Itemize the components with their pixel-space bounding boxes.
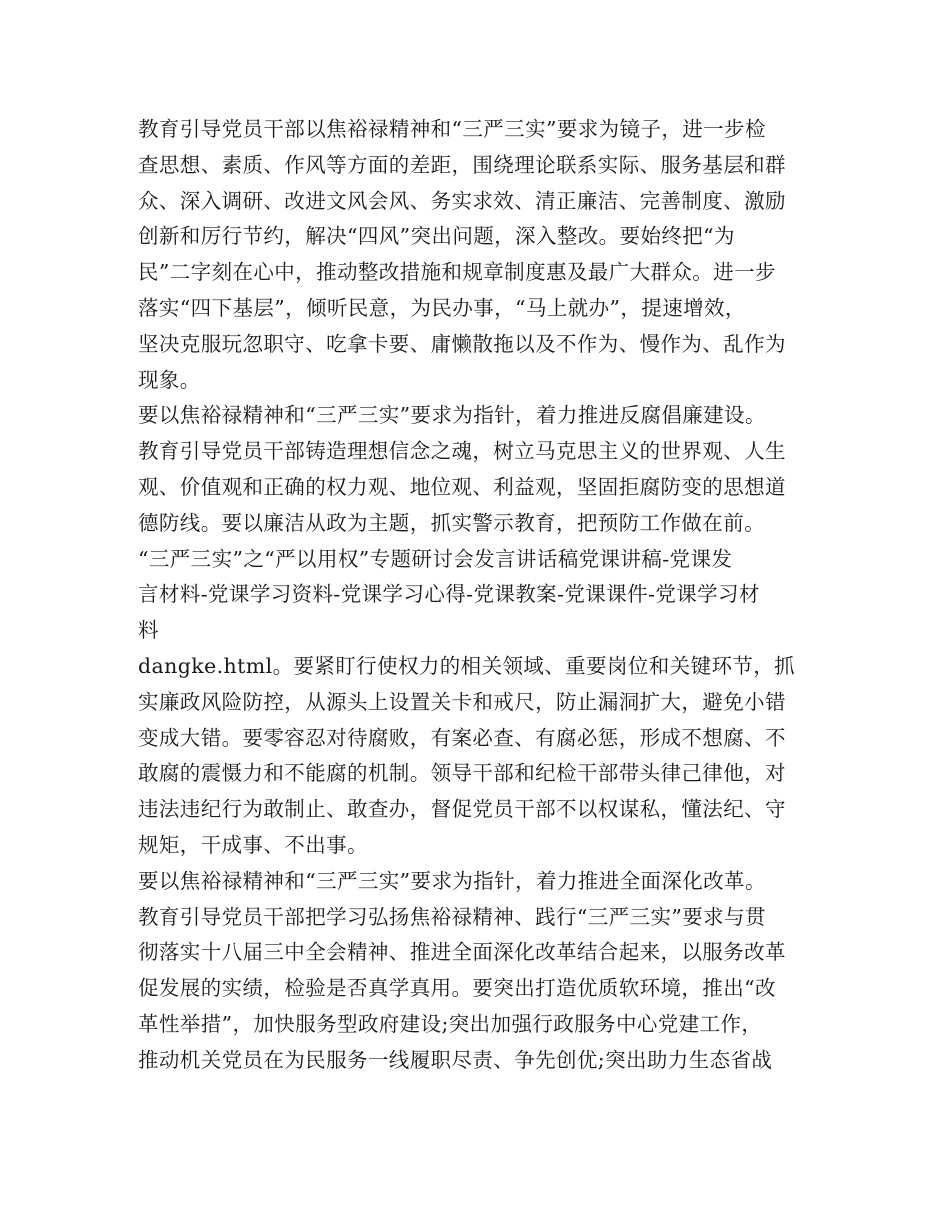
text-line: 坚决克服玩忽职守、吃拿卡要、庸懒散拖以及不作为、慢作为、乱作为 xyxy=(138,331,786,356)
text-line: 教育引导党员干部以焦裕禄精神和“三严三实”要求为镜子，进一步检 xyxy=(138,117,766,141)
text-line: 落实“四下基层”，倾听民意，为民办事，“马上就办”，提速增效， xyxy=(138,295,746,320)
text-line: 教育引导党员干部铸造理想信念之魂，树立马克思主义的世界观、人生 xyxy=(138,439,786,464)
text-line: 实廉政风险防控，从源头上设置关卡和戒尺，防止漏洞扩大，避免小错 xyxy=(138,689,786,714)
text-line: “三严三实”之“严以用权”专题研讨会发言讲话稿党课讲稿-党课发 xyxy=(138,546,733,571)
text-line: 革性举措”，加快服务型政府建设;突出加强行政服务中心党建工作， xyxy=(138,1011,763,1036)
text-line: 要以焦裕禄精神和“三严三实”要求为指针，着力推进反腐倡廉建设。 xyxy=(138,403,766,428)
document-body-text xyxy=(138,112,814,1079)
text-line: 敢腐的震慑力和不能腐的机制。领导干部和纪检干部带头律己律他，对 xyxy=(138,761,786,786)
text-line: 现象。 xyxy=(138,367,201,392)
text-line: 要以焦裕禄精神和“三严三实”要求为指针，着力推进全面深化改革。 xyxy=(138,868,766,893)
text-line: 教育引导党员干部把学习弘扬焦裕禄精神、践行“三严三实”要求与贯 xyxy=(138,904,766,929)
text-line: 观、价值观和正确的权力观、地位观、利益观，坚固拒腐防变的思想道 xyxy=(138,474,786,499)
text-line: 彻落实十八届三中全会精神、推进全面深化改革结合起来，以服务改革 xyxy=(138,940,786,965)
text-line: 创新和厉行节约，解决“四风”突出问题，深入整改。要始终把“为 xyxy=(138,224,735,249)
text-line: 言材料-党课学习资料-党课学习心得-党课教案-党课课件-党课学习材 xyxy=(138,582,760,607)
text-line: 规矩，干成事、不出事。 xyxy=(138,832,368,857)
text-line: 众、深入调研、改进文风会风、务实求效、清正廉洁、完善制度、激励 xyxy=(138,188,786,213)
text-line: dangke.html。要紧盯行使权力的相关领域、重要岗位和关键环节，抓 xyxy=(138,653,796,678)
text-line: 促发展的实绩，检验是否真学真用。要突出打造优质软环境，推出“改 xyxy=(138,976,776,1001)
text-line: 推动机关党员在为民服务一线履职尽责、争先创优;突出助力生态省战 xyxy=(138,1047,773,1072)
text-line: 变成大错。要零容忍对待腐败，有案必查、有腐必惩，形成不想腐、不 xyxy=(138,725,786,750)
text-line: 查思想、素质、作风等方面的差距，围绕理论联系实际、服务基层和群 xyxy=(138,152,786,177)
text-line: 料 xyxy=(138,618,159,643)
text-line: 违法违纪行为敢制止、敢查办，督促党员干部不以权谋私，懂法纪、守 xyxy=(138,797,786,822)
text-line: 德防线。要以廉洁从政为主题，抓实警示教育，把预防工作做在前。 xyxy=(138,510,765,535)
text-line: 民”二字刻在心中，推动整改措施和规章制度惠及最广大群众。进一步 xyxy=(138,260,776,285)
